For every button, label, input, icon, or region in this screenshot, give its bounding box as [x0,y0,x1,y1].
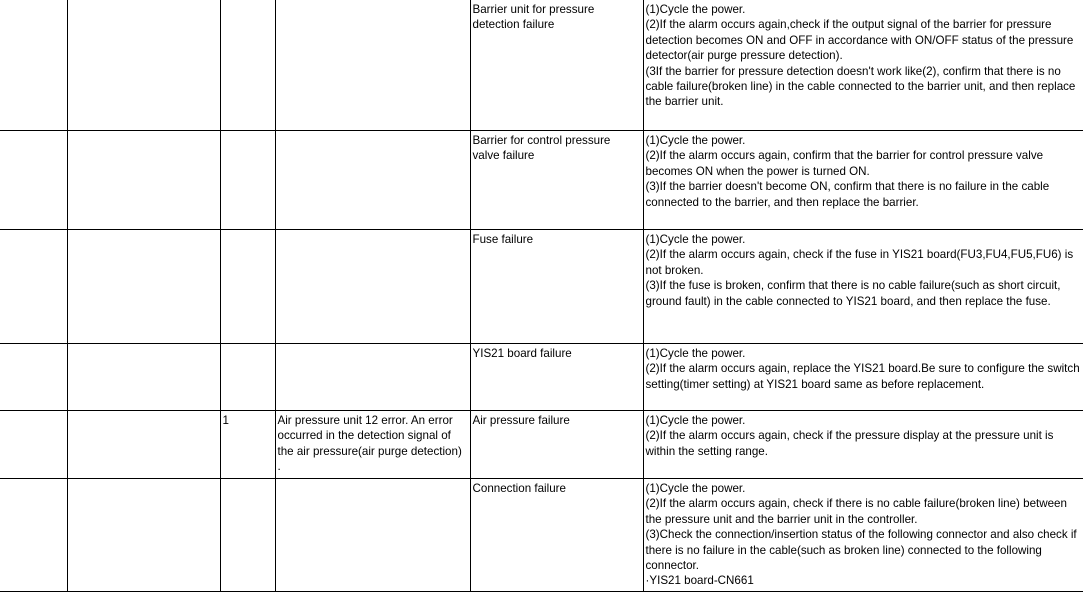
table-row [0,131,1083,230]
alarm-number-cell: 1 [220,411,275,479]
countermeasure-step: (3If the barrier for pressure detection doesn't work like(2), confirm that there is no cable failure(broken line) in the cable connected to the barrier unit, and then replace the barrier unit. [645,64,1076,109]
table-cell-blank [0,479,67,592]
countermeasure-step: (2)If the alarm occurs again, confirm that the barrier for control pressure valve becomes ON when the power is turned ON. [645,149,1044,178]
alarm-description-cell [275,230,470,344]
table-cell-blank [0,344,67,411]
countermeasure-step: (2)If the alarm occurs again, check if the pressure display at the pressure unit is within the setting range. [645,429,1054,458]
countermeasure-step: (1)Cycle the power. [645,3,746,16]
table-row [0,0,1083,131]
alarm-description-cell: Air pressure unit 12 error. An error occurred in the detection signal of the air pressure(air purge detection) . [275,411,470,479]
table-cell-blank [67,131,220,230]
table-cell-blank [0,0,67,131]
alarm-number-cell [220,344,275,411]
countermeasure-step: (1)Cycle the power. [645,414,746,427]
alarm-number-cell [220,131,275,230]
table-cell-blank [67,0,220,131]
cause-cell: Barrier unit for pressure detection failure [470,0,643,131]
countermeasure-cell [643,131,1083,230]
countermeasure-cell [643,411,1083,479]
countermeasure-step: (3)Check the connection/insertion status of the following connector and also check if there is no failure in the cable(such as broken line) connected to the following connector. [645,528,1077,573]
countermeasure-step: (1)Cycle the power. [645,482,746,495]
countermeasure-step: (2)If the alarm occurs again, check if the fuse in YIS21 board(FU3,FU4,FU5,FU6) is not broken. [645,248,1074,277]
cause-cell: YIS21 board failure [470,344,643,411]
table-cell-blank [67,479,220,592]
countermeasure-cell [643,344,1083,411]
alarm-description-cell [275,344,470,411]
alarm-description-cell [275,131,470,230]
table-cell-blank [67,344,220,411]
alarm-description-cell [275,479,470,592]
table-cell-blank [67,230,220,344]
countermeasure-step: (3)If the barrier doesn't become ON, confirm that there is no failure in the cable connected to the barrier, and then replace the barrier. [645,180,1050,209]
countermeasure-cell [643,0,1083,131]
cause-cell: Connection failure [470,479,643,592]
countermeasure-step: (2)If the alarm occurs again, replace the YIS21 board.Be sure to configure the switch setting(timer setting) at YIS21 board same as before replacement. [645,362,1080,391]
alarm-number-cell [220,0,275,131]
cause-cell: Fuse failure [470,230,643,344]
table-cell-blank [0,411,67,479]
alarm-number-cell [220,479,275,592]
table-row [0,479,1083,592]
countermeasure-step: (1)Cycle the power. [645,347,746,360]
table-cell-blank [67,411,220,479]
cause-cell: Air pressure failure [470,411,643,479]
countermeasure-step: (3)If the fuse is broken, confirm that there is no cable failure(such as short circuit, ground fault) in the cable connected to YIS21 board, and then replace the fuse. [645,279,1061,308]
table-cell-blank [0,131,67,230]
countermeasure-cell [643,230,1083,344]
table-row [0,411,1083,479]
table-row [0,230,1083,344]
cause-cell: Barrier for control pressure valve failure [470,131,643,230]
countermeasure-step: ·YIS21 board-CN661 [645,574,754,588]
alarm-number-cell [220,230,275,344]
countermeasure-step: (2)If the alarm occurs again,check if the output signal of the barrier for pressure detection becomes ON and OFF in accordance with ON/OFF status of the pressure detector(air purge pressure detection). [645,18,1074,63]
countermeasure-step: (1)Cycle the power. [645,134,746,147]
table-cell-blank [0,230,67,344]
countermeasure-step: (2)If the alarm occurs again, check if there is no cable failure(broken line) between the pressure unit and the barrier unit in the controller. [645,497,1067,526]
countermeasure-step: (1)Cycle the power. [645,233,746,246]
alarm-description-cell [275,0,470,131]
countermeasure-cell [643,479,1083,592]
table-row [0,344,1083,411]
